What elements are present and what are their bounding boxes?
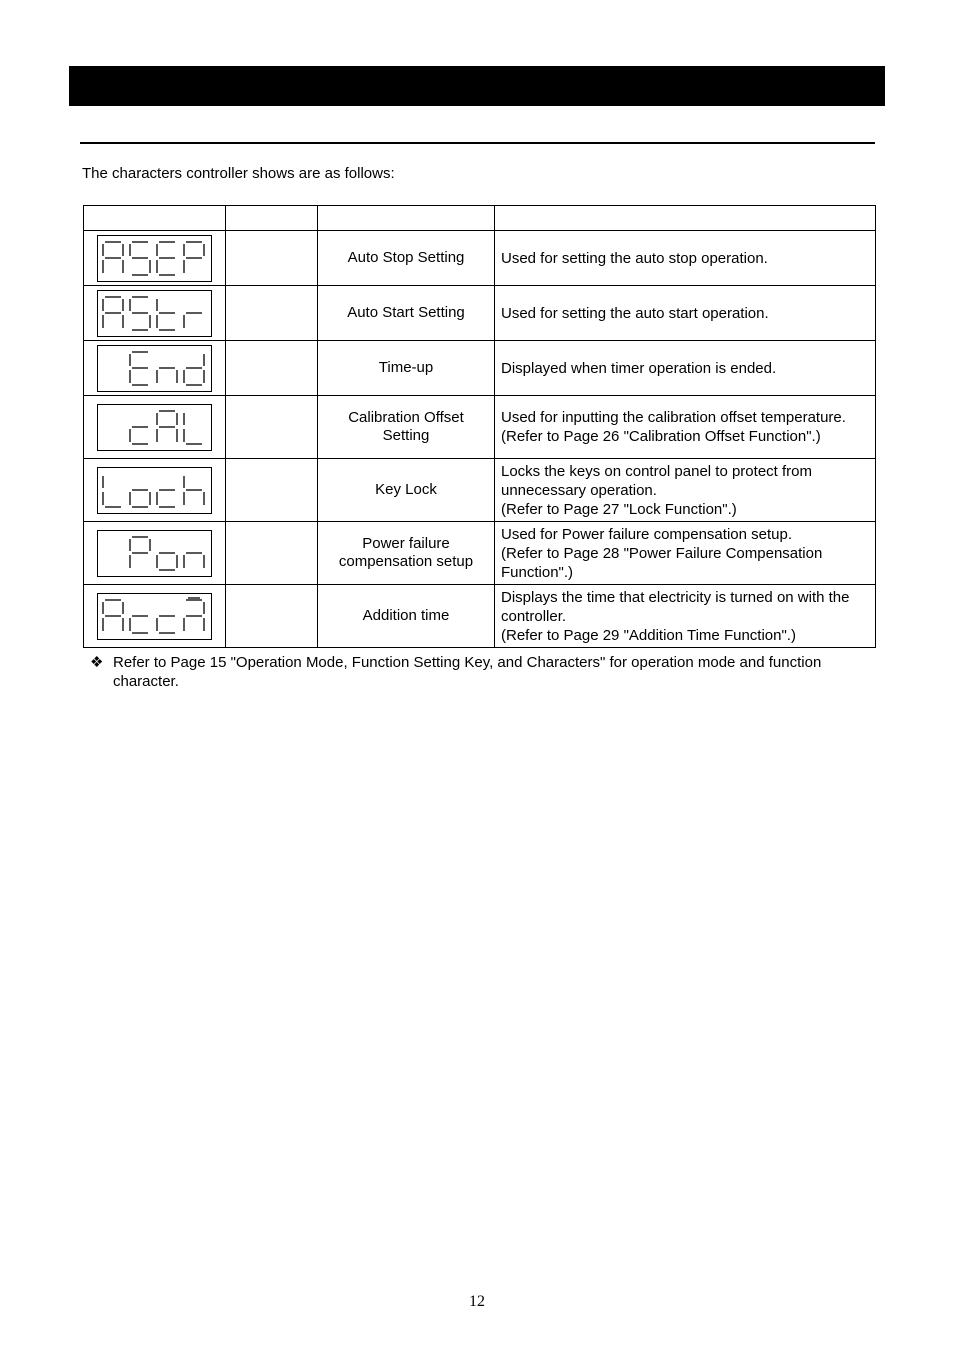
lcd-display [97, 593, 212, 640]
table-row [84, 396, 876, 459]
header-cell [495, 206, 876, 231]
footnote [90, 653, 880, 691]
lcd-display [97, 404, 212, 451]
function-description: Used for Power failure compensation setup. (Refer to Page 28 "Power Failure Compensation Function".) [495, 522, 876, 585]
table-row [84, 286, 876, 341]
table-row [84, 231, 876, 286]
function-description: Used for setting the auto stop operation. [495, 231, 876, 286]
function-description: Displays the time that electricity is turned on with the controller. (Refer to Page 29 "Addition Time Function".) [495, 585, 876, 648]
function-description: Used for setting the auto start operation. [495, 286, 876, 341]
lcd-display [97, 345, 212, 392]
function-name: Auto Start Setting [318, 286, 495, 341]
page-number: 12 [469, 1293, 485, 1310]
lcd-display [97, 530, 212, 577]
footnote-text: Refer to Page 15 "Operation Mode, Function Setting Key, and Characters" for operation mode and function character. [113, 654, 822, 690]
function-description: Displayed when timer operation is ended. [495, 341, 876, 396]
lcd-display [97, 235, 212, 282]
table-row [84, 341, 876, 396]
lcd-display [97, 467, 212, 514]
function-description: Used for inputting the calibration offset temperature. (Refer to Page 26 "Calibration Offset Function".) [495, 396, 876, 459]
table-header-row [84, 206, 876, 231]
header-cell [318, 206, 495, 231]
intro-text: The characters controller shows are as follows: [82, 165, 395, 182]
section-rule [80, 142, 875, 144]
header-cell [226, 206, 318, 231]
function-name: Key Lock [318, 459, 495, 522]
lcd-display [97, 290, 212, 337]
characters-table [83, 205, 876, 648]
table-row [84, 522, 876, 585]
function-description: Locks the keys on control panel to protect from unnecessary operation. (Refer to Page 27 "Lock Function".) [495, 459, 876, 522]
function-name: Auto Stop Setting [318, 231, 495, 286]
function-name: Power failure compensation setup [318, 522, 495, 585]
function-name: Time-up [318, 341, 495, 396]
function-name: Calibration Offset Setting [318, 396, 495, 459]
table-row [84, 459, 876, 522]
section-header-bar [69, 66, 885, 106]
table-row [84, 585, 876, 648]
function-name: Addition time [318, 585, 495, 648]
header-cell [84, 206, 226, 231]
diamond-bullet-icon: ❖ [90, 654, 104, 671]
